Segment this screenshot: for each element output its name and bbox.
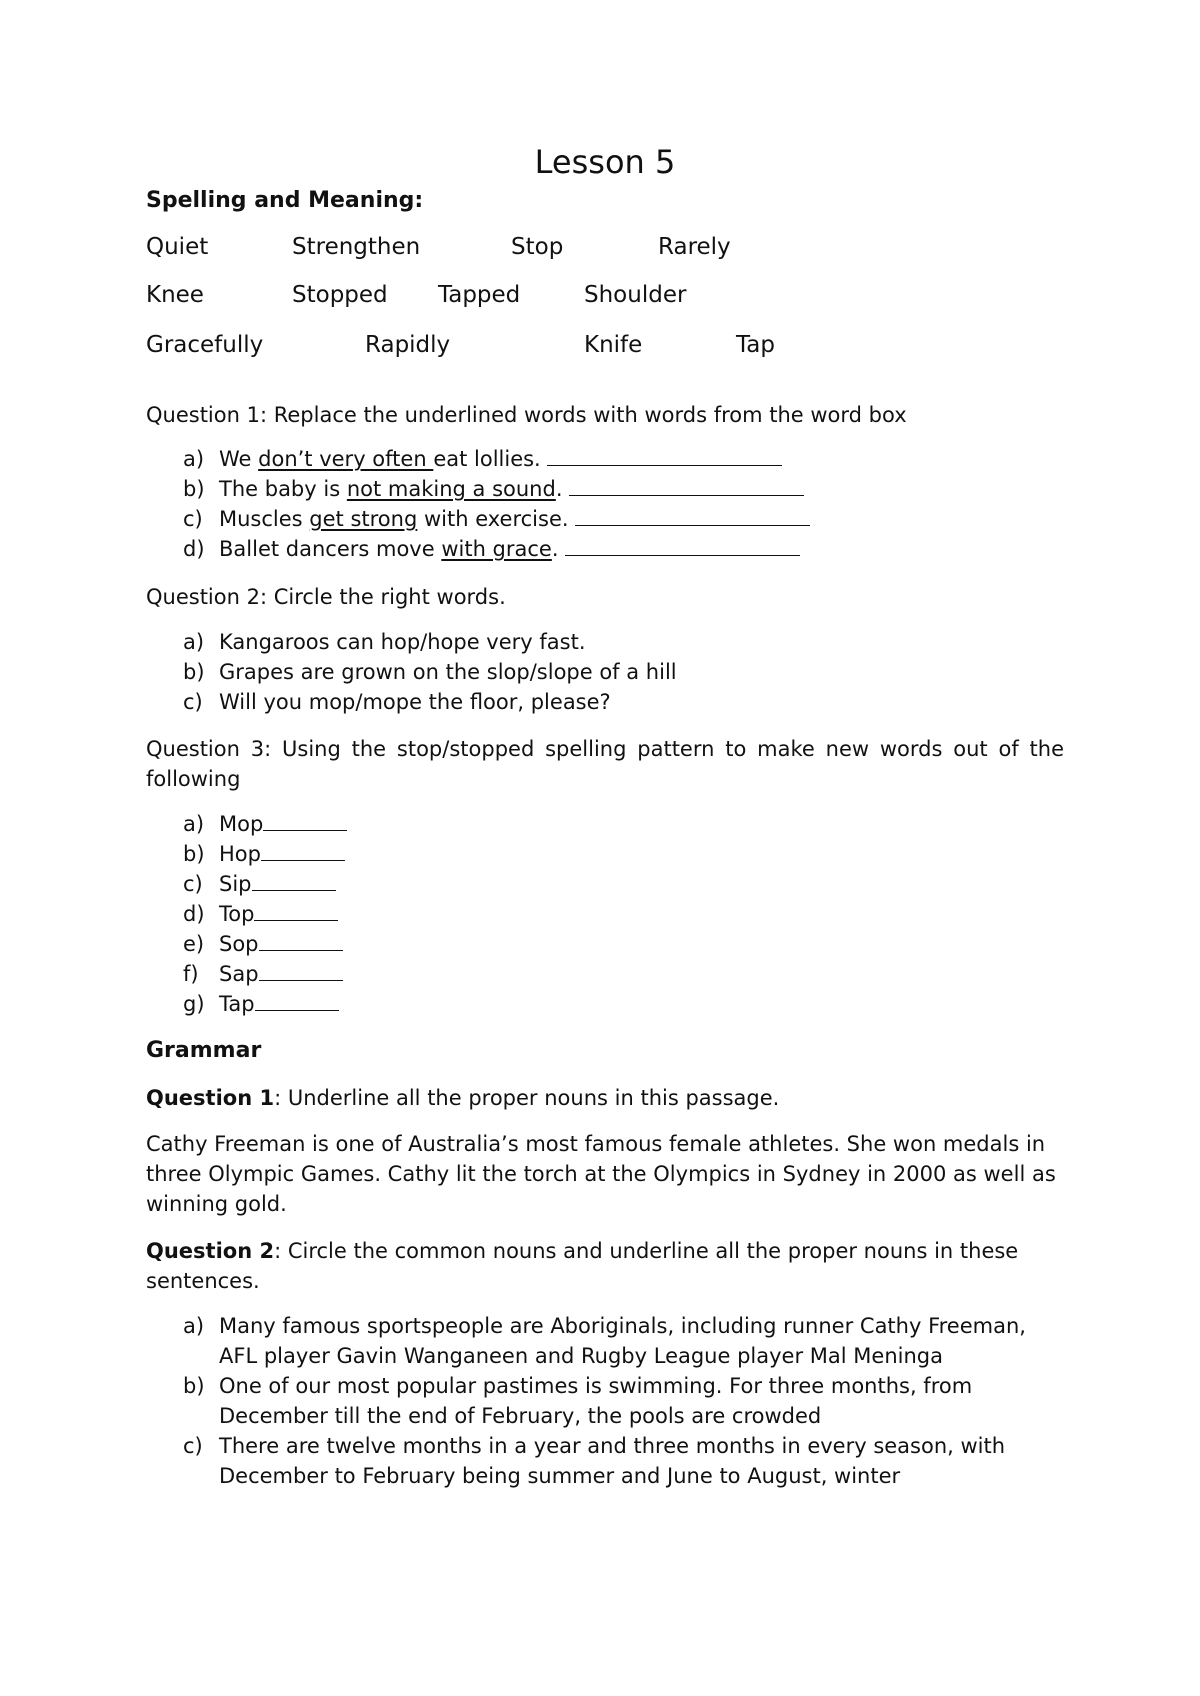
question-1-list — [146, 444, 1064, 564]
answer-blank[interactable] — [255, 990, 339, 1011]
list-item: d) Top — [146, 899, 1064, 929]
underlined-phrase: with grace — [441, 537, 552, 561]
answer-blank[interactable] — [263, 810, 347, 831]
list-item: c) Sip — [146, 869, 1064, 899]
word-item: Quiet — [146, 234, 209, 260]
list-item: b) Grapes are grown on the slop/slope of a hill — [183, 660, 677, 684]
question-3-list — [146, 809, 1064, 1019]
answer-blank[interactable] — [565, 535, 800, 556]
underlined-phrase: get strong — [309, 507, 418, 531]
list-item: a) We don’t very often eat lollies. — [146, 444, 1064, 474]
word-item: Stopped — [292, 282, 388, 308]
underlined-phrase: not making a sound — [346, 477, 556, 501]
answer-blank[interactable] — [259, 960, 343, 981]
answer-blank[interactable] — [254, 900, 338, 921]
grammar-heading: Grammar — [146, 1038, 262, 1063]
answer-blank[interactable] — [252, 870, 336, 891]
list-item: a) Mop — [146, 809, 1064, 839]
list-item: a) Kangaroos can hop/hope very fast. — [183, 630, 586, 654]
word-box-row-2 — [146, 280, 1064, 312]
question-label: Question 1 — [146, 1086, 275, 1110]
answer-blank[interactable] — [261, 840, 345, 861]
page-title: Lesson 5 — [534, 143, 676, 181]
question-2-prompt: Question 2: Circle the right words. — [146, 585, 506, 609]
spelling-heading: Spelling and Meaning: — [146, 188, 424, 213]
grammar-passage: Cathy Freeman is one of Australia’s most famous female athletes. She won medals in three Olympic Games. Cathy lit the torch at the Olympics in Sydney in 2000 as well as winning gold. — [146, 1132, 1056, 1216]
word-item: Rarely — [658, 234, 731, 260]
answer-blank[interactable] — [259, 930, 343, 951]
word-item: Strengthen — [292, 234, 421, 260]
list-item: b) The baby is not making a sound. — [146, 474, 1064, 504]
answer-blank[interactable] — [569, 475, 804, 496]
answer-blank[interactable] — [547, 445, 782, 466]
word-box-row-3 — [146, 330, 1064, 362]
answer-blank[interactable] — [575, 505, 810, 526]
question-label: Question 2 — [146, 1239, 275, 1263]
question-3-prompt: Question 3: Using the stop/stopped spelling pattern to make new words out of the following — [146, 737, 1064, 791]
word-item: Knife — [584, 332, 643, 358]
grammar-question-1: Question 1: Underline all the proper nouns in this passage. — [146, 1086, 780, 1110]
list-item: b) One of our most popular pastimes is swimming. For three months, from December till the end of February, the pools are crowded — [183, 1374, 973, 1428]
list-item: c) Will you mop/mope the floor, please? — [183, 690, 611, 714]
word-item: Gracefully — [146, 332, 264, 358]
word-item: Shoulder — [584, 282, 687, 308]
list-item: f) Sap — [146, 959, 1064, 989]
list-item: a) Many famous sportspeople are Aboriginals, including runner Cathy Freeman, AFL player Gavin Wanganeen and Rugby League player Mal Meninga — [183, 1314, 1026, 1368]
list-item: e) Sop — [146, 929, 1064, 959]
question-1-prompt: Question 1: Replace the underlined words with words from the word box — [146, 403, 907, 427]
question-2-list — [146, 627, 1064, 717]
list-item: g) Tap — [146, 989, 1064, 1019]
underlined-phrase: don’t very often — [258, 447, 434, 471]
word-item: Tapped — [438, 282, 521, 308]
word-item: Stop — [511, 234, 564, 260]
list-item: b) Hop — [146, 839, 1064, 869]
list-item: d) Ballet dancers move with grace. — [146, 534, 1064, 564]
grammar-question-2-list — [146, 1311, 1064, 1491]
word-item: Rapidly — [365, 332, 451, 358]
word-item: Knee — [146, 282, 204, 308]
grammar-question-2: Question 2: Circle the common nouns and underline all the proper nouns in these sentences. — [146, 1239, 1019, 1293]
word-box-row-1 — [146, 232, 1064, 264]
list-item: c) There are twelve months in a year and three months in every season, with December to February being summer and June to August, winter — [183, 1434, 1006, 1488]
word-item: Tap — [736, 332, 775, 358]
list-item: c) Muscles get strong with exercise. — [146, 504, 1064, 534]
